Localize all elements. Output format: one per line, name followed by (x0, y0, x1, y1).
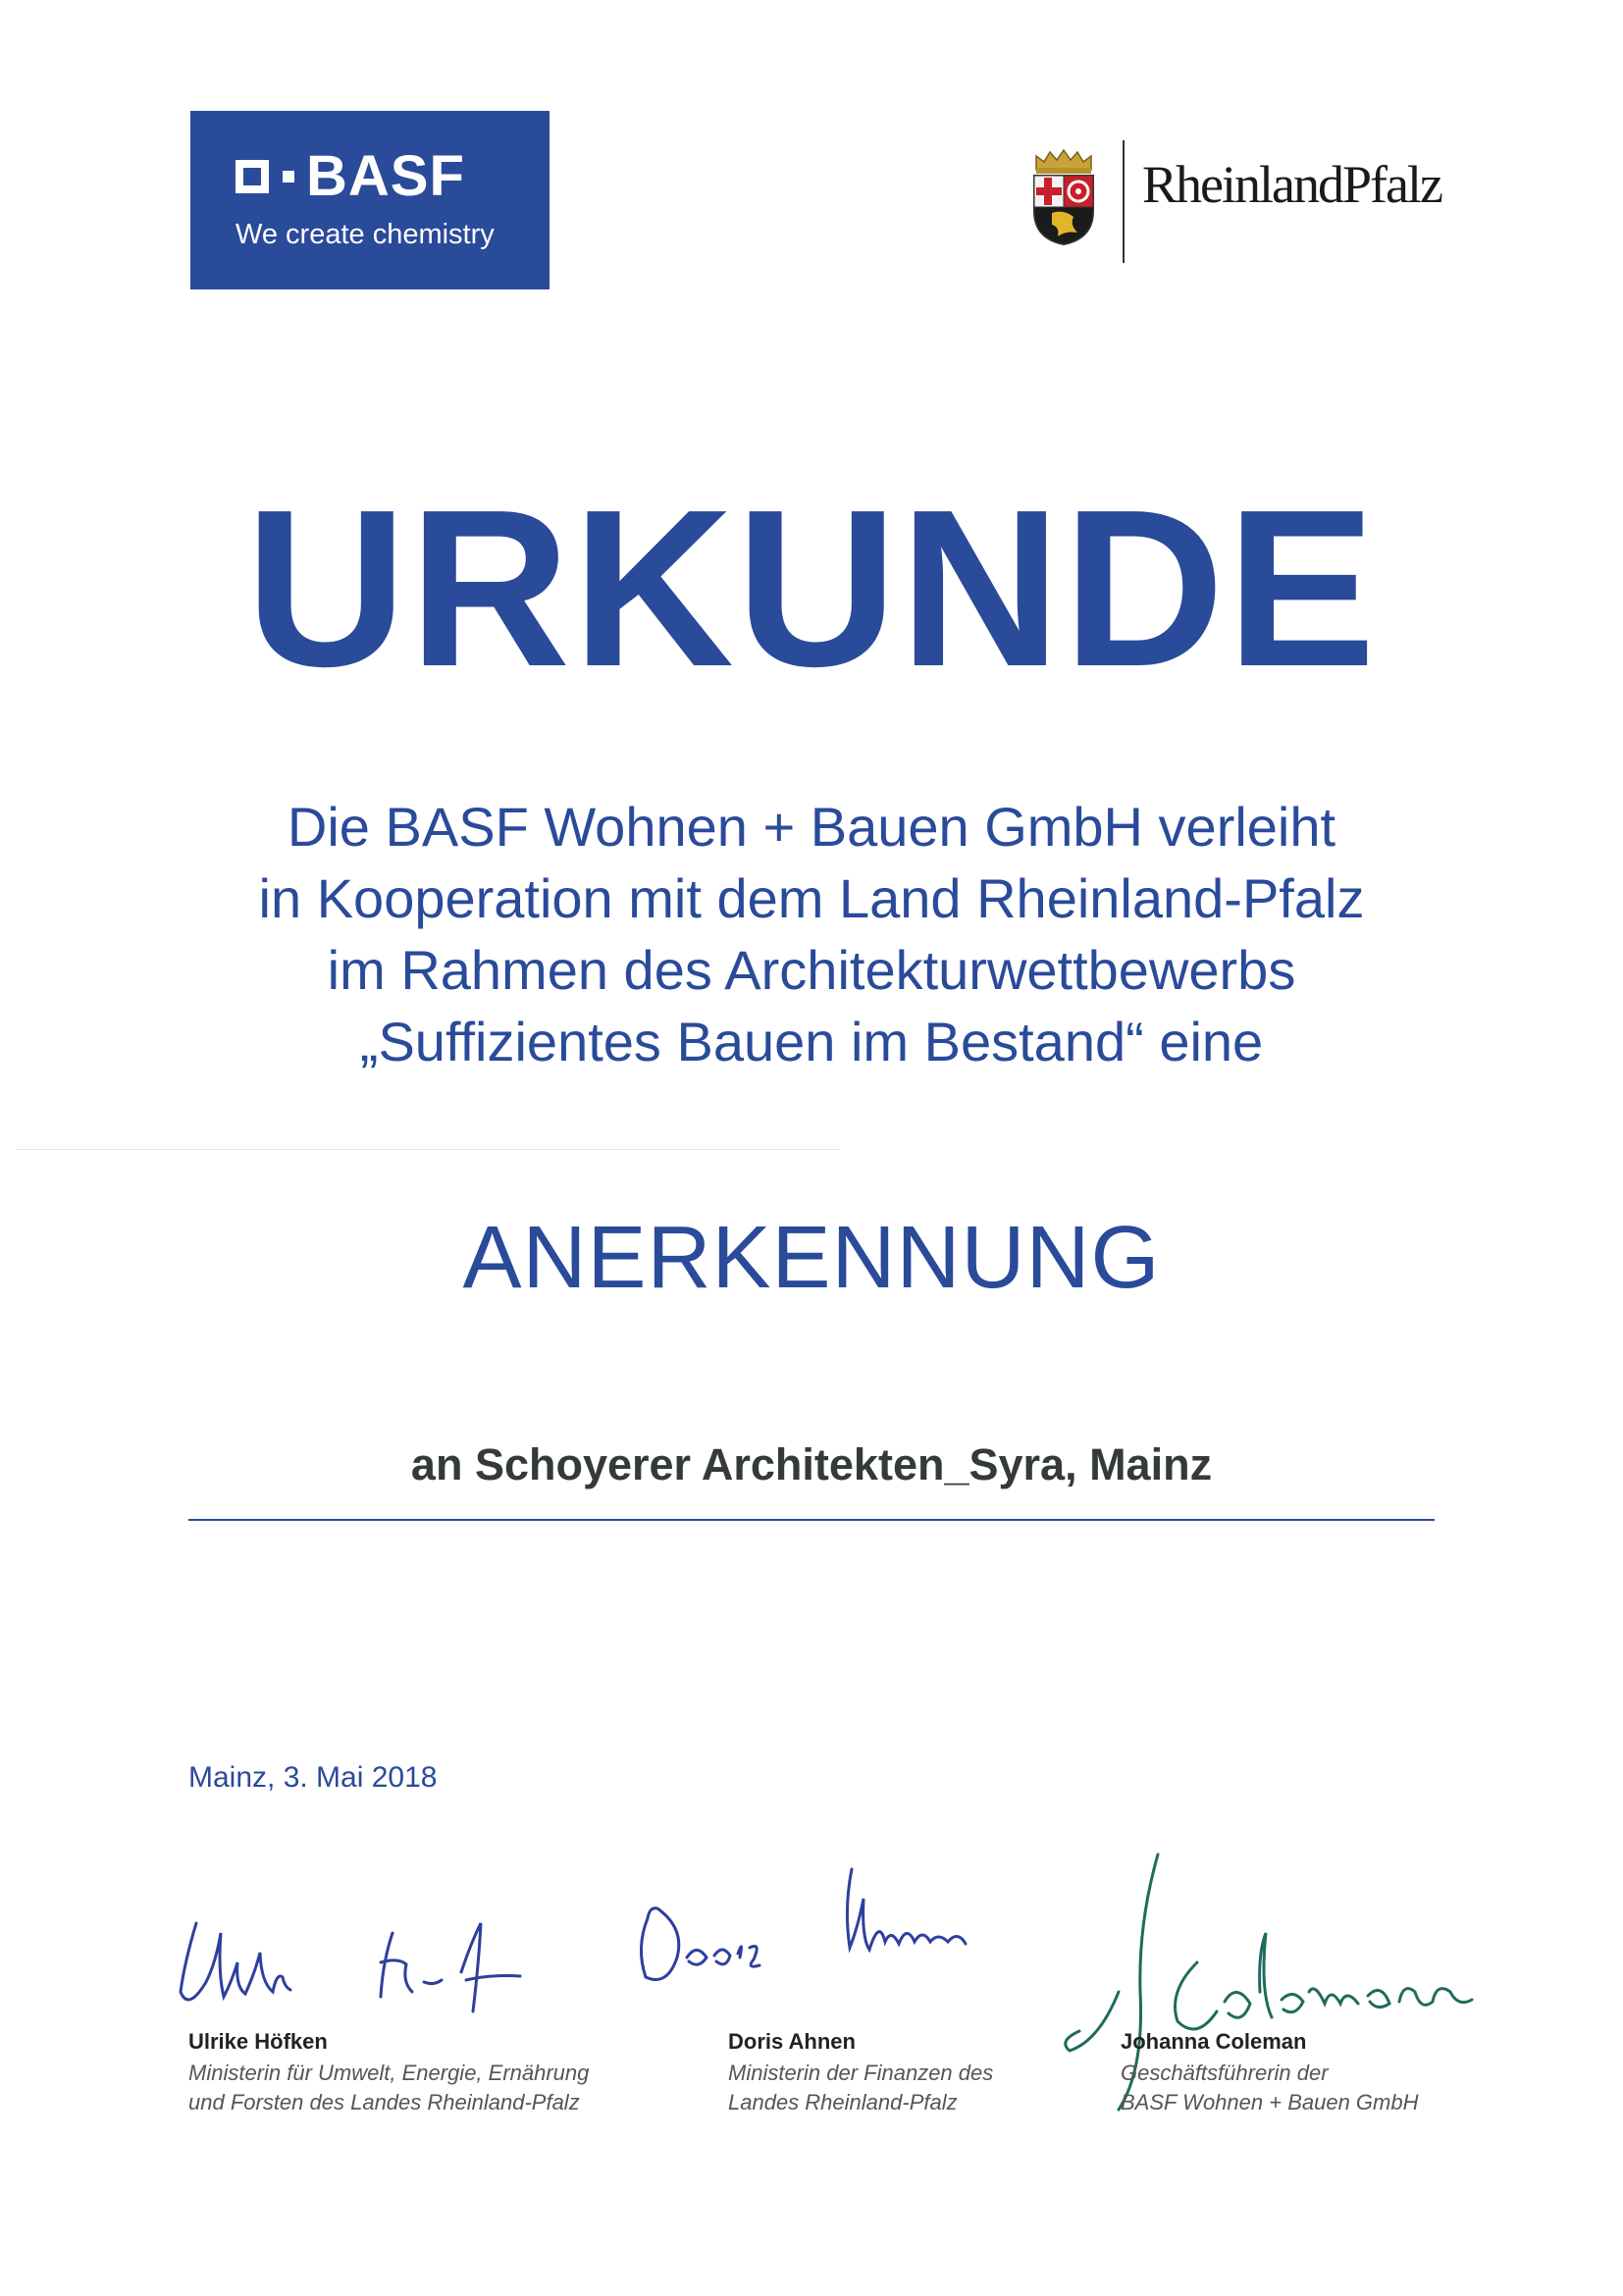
signer-name: Ulrike Höfken (188, 2029, 328, 2054)
intro-text (0, 791, 1623, 1077)
signature-ahnen (628, 1859, 1040, 2007)
rlp-logo (1030, 140, 1442, 263)
rlp-divider (1123, 140, 1125, 263)
intro-line: „Suffizientes Bauen im Bestand“ eine (359, 1011, 1264, 1072)
signer-role: Ministerin für Umwelt, Energie, Ernährung (188, 2061, 590, 2085)
recipient-underline (188, 1519, 1435, 1521)
rlp-wordmark: RheinlandPfalz (1142, 155, 1441, 214)
intro-line: in Kooperation mit dem Land Rheinland-Pfalz (258, 867, 1365, 929)
certificate-title: URKUNDE (245, 464, 1378, 713)
intro-line: Die BASF Wohnen + Bauen GmbH verleiht (287, 796, 1336, 858)
signature-hoefken (167, 1904, 550, 2021)
basf-wordmark: BASF (306, 144, 465, 208)
fold-line (16, 1149, 840, 1150)
signer-role: und Forsten des Landes Rheinland-Pfalz (188, 2090, 580, 2114)
rlp-coat-of-arms-icon (1030, 148, 1097, 246)
basf-logo (190, 111, 550, 289)
signer-role: BASF Wohnen + Bauen GmbH (1121, 2090, 1419, 2114)
place-date: Mainz, 3. Mai 2018 (188, 1761, 438, 1794)
signer-role: Geschäftsführerin der (1121, 2061, 1329, 2085)
basf-tagline: We create chemistry (236, 219, 495, 250)
signer-role: Landes Rheinland-Pfalz (728, 2090, 958, 2114)
signer-name: Doris Ahnen (728, 2029, 856, 2054)
signer-name: Johanna Coleman (1121, 2029, 1307, 2054)
signer-role: Ministerin der Finanzen des (728, 2061, 994, 2085)
intro-line: im Rahmen des Architekturwettbewerbs (327, 939, 1296, 1001)
award-title: ANERKENNUNG (462, 1209, 1161, 1307)
basf-logo-mark (236, 144, 465, 208)
recipient: an Schoyerer Architekten_Syra, Mainz (410, 1439, 1213, 1489)
